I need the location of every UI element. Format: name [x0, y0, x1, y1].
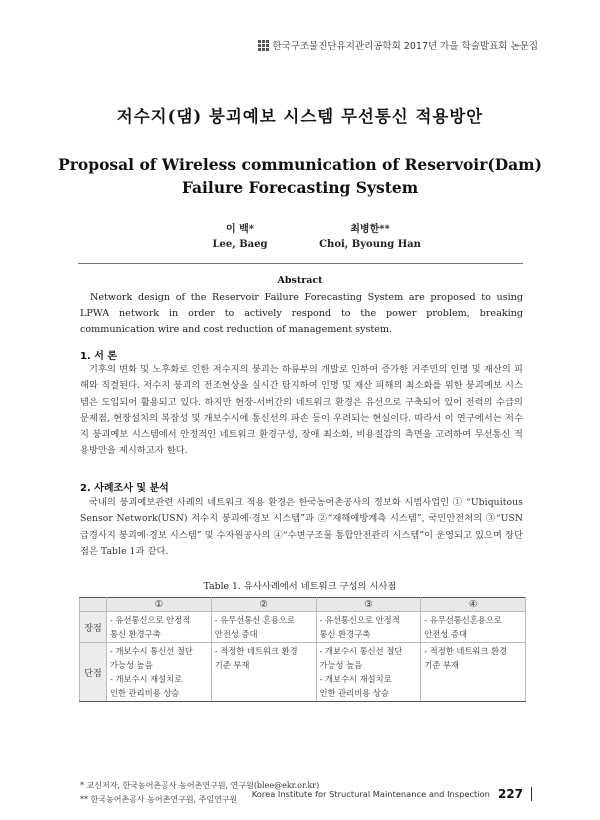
table-row-advantages: [80, 612, 526, 643]
author-2-name-ko: 최병한**: [350, 224, 390, 235]
cell-line: - 개보수시 재설치로: [319, 674, 392, 684]
comparison-table: [79, 597, 526, 702]
table-column-header: ②: [211, 598, 316, 612]
cell-line: 기준 부재: [214, 660, 250, 670]
cell-line: 안전성 증대: [424, 629, 467, 639]
table-cell: [211, 643, 316, 702]
cell-line: - 개보수시 재설치로: [110, 674, 183, 684]
footnote-corresponding-author: * 교신저자, 한국농어촌공사 농어촌연구원, 연구원(blee@ekr.or.kr): [80, 781, 320, 790]
table-column-header: ④: [421, 598, 526, 612]
cell-line: - 개보수시 통신선 절단: [110, 646, 193, 656]
cell-line: - 유무선통신 혼용으로: [214, 615, 295, 625]
author-2-name-en: Choi, Byoung Han: [319, 239, 421, 250]
footnote-coauthor: ** 한국농어촌공사 농어촌연구원, 주임연구원: [80, 795, 238, 804]
cell-line: - 적정한 네트워크 환경: [214, 646, 298, 656]
author-1-name-ko: 이 백*: [225, 224, 255, 235]
cell-line: - 유선통신으로 안정적: [110, 615, 191, 625]
title-english-line-1: Proposal of Wireless communication of Reservoir(Dam): [58, 155, 542, 174]
table-row-disadvantages: [80, 643, 526, 702]
running-header: [258, 38, 538, 52]
row-label: 단점: [80, 643, 107, 702]
cell-line: - 유선통신으로 안정적: [319, 615, 400, 625]
table-cell: [316, 643, 421, 702]
title-english-line-2: Failure Forecasting System: [181, 178, 419, 197]
grid-dots-icon: [258, 40, 268, 50]
table-cell: [421, 612, 526, 643]
table-cell: [107, 612, 212, 643]
title-korean: 저수지(댐) 붕괴예보 시스템 무선통신 적용방안: [116, 107, 484, 126]
table-cell: [107, 643, 212, 702]
cell-line: 통신 환경구축: [110, 629, 161, 639]
cell-line: 인한 관리비용 상승: [319, 688, 389, 698]
table-cell: [211, 612, 316, 643]
cell-line: - 유무선통신혼용으로: [424, 615, 502, 625]
footer-institute: Korea Institute for Structural Maintenance and Inspection: [251, 789, 490, 799]
conference-name: 한국구조물진단유지관리공학회 2017년 가을 학술발표회 논문집: [272, 41, 538, 52]
cell-line: 통신 환경구축: [319, 629, 371, 639]
cell-line: - 적정한 네트워크 환경: [424, 646, 508, 656]
cell-line: 인한 관리비용 상승: [110, 688, 180, 698]
abstract-text: Network design of the Reservoir Failure Forecasting System are proposed to using LPWA network in order to actively respond to the power problem, breaking communication wire and cost reduction of management system.: [80, 292, 523, 335]
cell-line: - 개보수시 통신선 절단: [319, 646, 403, 656]
author-2: [305, 222, 435, 252]
section-2-heading: 2. 사례조사 및 분석: [80, 483, 169, 494]
page-number: 227: [497, 787, 523, 801]
table-cell: [316, 612, 421, 643]
table-corner-cell: [80, 598, 107, 612]
table-cell: [421, 643, 526, 702]
table-header-row: [80, 598, 526, 612]
abstract-heading: Abstract: [277, 275, 323, 286]
section-1-heading: 1. 서 론: [80, 351, 118, 362]
author-1: [185, 222, 295, 252]
title-english: [0, 153, 600, 199]
page-footer: [252, 787, 532, 801]
section-2-text: 국내의 붕괴예보관련 사례의 네트워크 적용 환경은 한국농어촌공사의 정보화 시범사업인 ① “Ubiquitous Sensor Network(USN) 저수지 붕괴예·경보 시스템”과 ②“재해예방계측 시스템”, 국민안전처의 ③“USN 급경사지 붕괴예·경보 시스템” 및 수자원공사의 ④“수변구조물 통합안전관리 시스템”이 운영되고 있으며 장단점은 Table 1과 같다.: [80, 497, 523, 557]
section-1-text: 기후의 변화 및 노후화로 인한 저수지의 붕괴는 하류부의 개발로 인하여 증가한 거주민의 인명 및 재산의 피해와 직결된다. 저수지 붕괴의 전조현상을 실시간 탐지하여 인명 및 재산 피해의 최소화를 위한 붕괴예보 시스템은 도입되어 활용되고 있다. 하지만 현장-서버간의 네트워크 환경은 유선으로 구축되어 있어 전력의 수급의 문제점, 현장설치의 복잡성 및 개보수시에 통신선의 파손 등이 우려되는 현실이다. 따라서 이 연구에서는 저수지 붕괴예보 시스템에서 안정적인 네트워크 환경구성, 장애 최소화, 비용절감의 측면을 고려하여 무선통신 적용방안을 제시하고자 한다.: [80, 364, 523, 457]
cell-line: 가능성 높음: [110, 660, 153, 670]
cell-line: 가능성 높음: [319, 660, 363, 670]
table-column-header: ①: [107, 598, 212, 612]
cell-line: 안전성 증대: [214, 629, 258, 639]
table-caption: Table 1. 유사사례에서 네트워크 구성의 시사점: [203, 581, 397, 592]
author-1-name-en: Lee, Baeg: [212, 239, 268, 250]
row-label: 장점: [80, 612, 107, 643]
abstract-divider: [78, 263, 523, 264]
table-column-header: ③: [316, 598, 421, 612]
cell-line: 기준 부재: [424, 660, 459, 670]
footer-divider: [531, 787, 532, 801]
